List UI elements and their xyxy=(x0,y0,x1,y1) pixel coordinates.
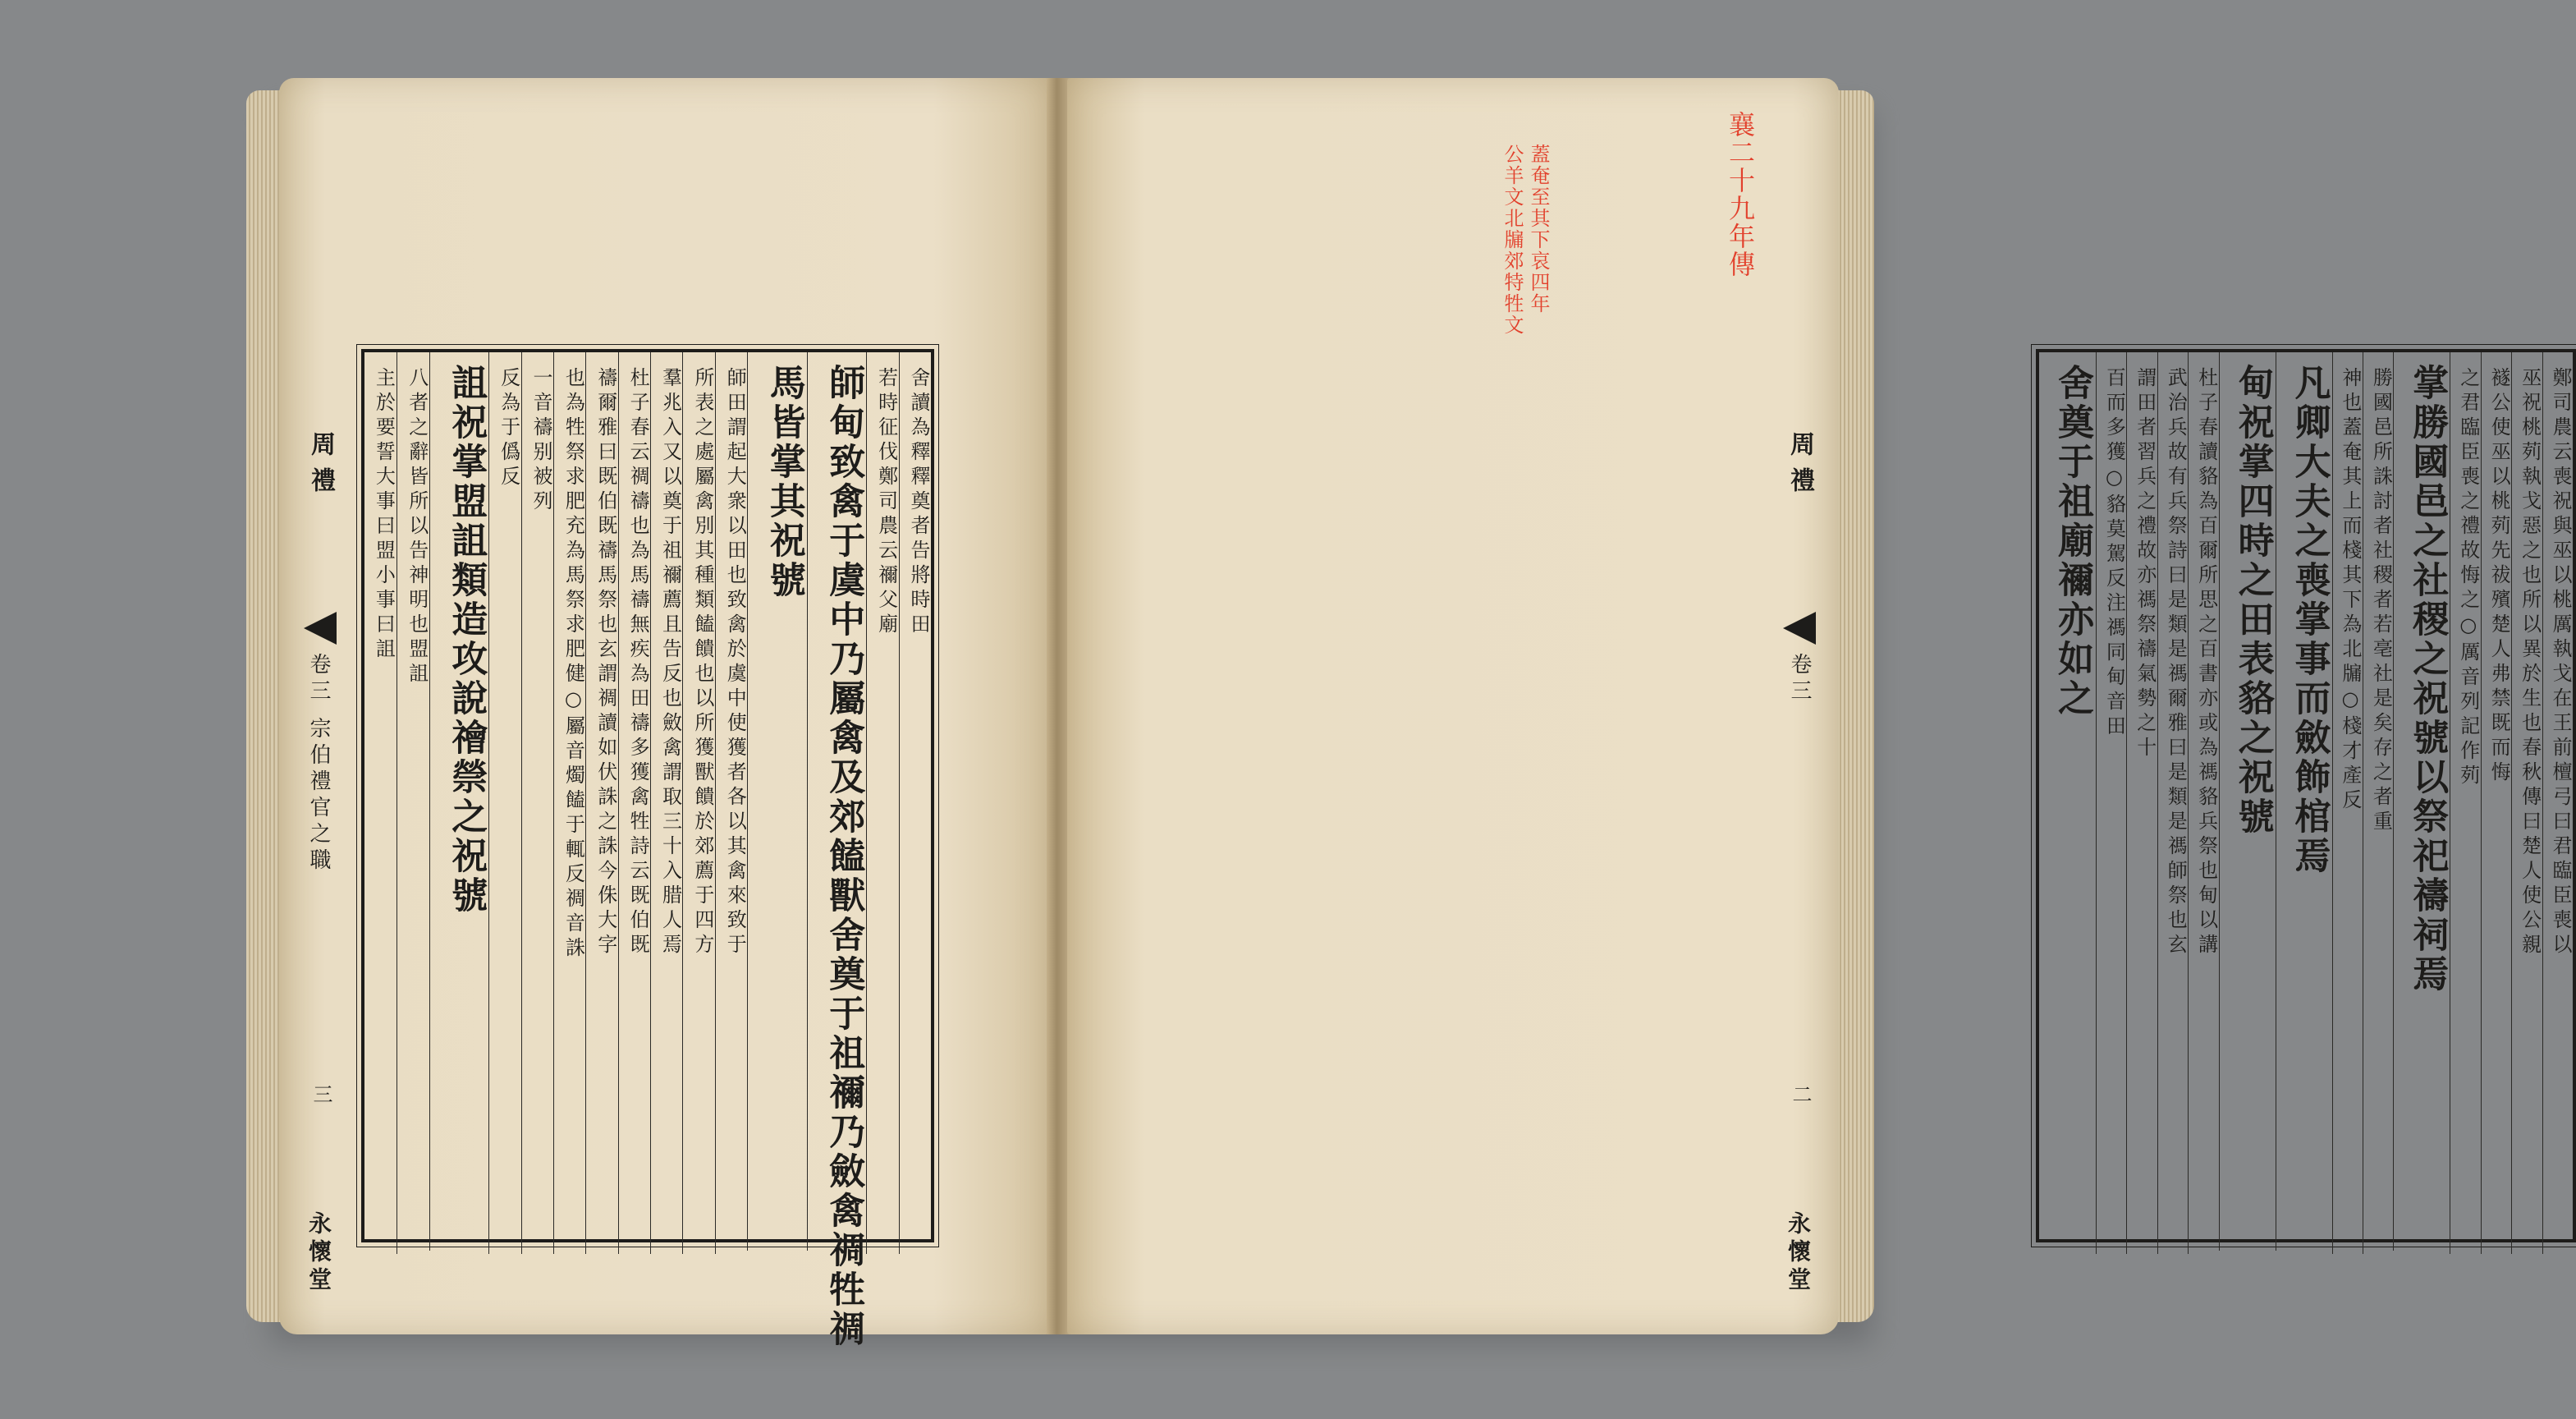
left-column-4: 馬皆掌其祝號 xyxy=(747,352,808,1251)
left-fishtail-mark xyxy=(304,612,337,645)
left-page-edges xyxy=(246,90,281,1322)
left-page xyxy=(279,78,1049,1349)
right-column-10: 杜子春讀貉為百爾所思之百書亦或為禡貉兵祭也甸以講 xyxy=(2188,352,2219,1254)
right-text-frame xyxy=(2036,349,2576,1242)
left-column-11: 一音禱别被列 xyxy=(521,352,554,1254)
left-column-12: 反為于僞反 xyxy=(488,352,521,1254)
right-column-2: 巫祝桃茢執戈惡之也所以異於生也春秋傳曰楚人使公親 xyxy=(2511,352,2542,1254)
right-page-edges xyxy=(1837,90,1874,1322)
red-annotation-note-2: 公羊文北牖郊特牲文 xyxy=(1501,144,1524,336)
left-publisher-mark: 永懷堂 xyxy=(305,1211,332,1295)
right-column-9: 甸祝掌四時之田表貉之祝號 xyxy=(2219,352,2276,1251)
right-margin-volume: 卷三 xyxy=(1787,653,1812,705)
right-column-11: 武治兵故有兵祭詩曰是類是禡爾雅曰是類是禡師祭也玄 xyxy=(2157,352,2189,1254)
right-page xyxy=(1067,78,2572,1334)
right-publisher-mark: 永懷堂 xyxy=(1785,1211,1812,1295)
right-margin-title: 周禮 xyxy=(1785,431,1814,503)
left-column-8: 杜子春云禂禱也為馬禱無疾為田禱多獲禽牲詩云既伯既 xyxy=(618,352,651,1254)
left-column-10: 也為牲祭求肥充為馬祭求肥健○屬音燭饁于輒反禂音誅 xyxy=(553,352,586,1254)
right-column-12: 謂田者習兵之禮故亦禡祭禱氣勢之十 xyxy=(2126,352,2157,1254)
left-margin-title: 周禮 xyxy=(306,431,335,503)
left-margin-volume: 卷三 宗伯禮官之職 xyxy=(306,653,331,875)
right-column-1: 鄭司農云喪祝與巫以桃厲執戈在王前檀弓曰君臨臣喪以 xyxy=(2542,352,2574,1254)
right-folio-number: 二 xyxy=(1789,1084,1812,1104)
red-annotation-year: 襄二十九年傳 xyxy=(1725,111,1756,278)
left-column-2: 若時征伐鄭司農云禰父廟 xyxy=(866,352,899,1254)
open-book xyxy=(246,78,2572,1349)
right-column-7: 神也蓋奄其上而棧其下為北牖○棧才產反 xyxy=(2332,352,2363,1254)
left-folio-number: 三 xyxy=(309,1084,332,1104)
right-column-14: 舍奠于祖廟禰亦如之 xyxy=(2051,364,2093,719)
right-column-5: 掌勝國邑之社稷之祝號以祭祀禱祠焉 xyxy=(2393,352,2450,1251)
left-column-5: 師田謂起大衆以田也致禽於虞中使獲者各以其禽來致于 xyxy=(715,352,748,1254)
right-column-8: 凡卿大夫之喪掌事而斂飾棺焉 xyxy=(2276,352,2333,1251)
left-column-14: 八者之辭皆所以告神明也盟詛 xyxy=(396,352,429,1254)
right-column-3: 襚公使巫以桃茢先祓殯楚人弗禁既而悔 xyxy=(2481,352,2512,1254)
left-column-15: 主於要誓大事曰盟小事曰詛 xyxy=(372,367,396,663)
left-column-7: 羣兆入又以奠于祖禰薦且告反也斂禽謂取三十入腊人焉 xyxy=(650,352,683,1254)
left-text-frame xyxy=(361,349,934,1349)
right-column-13: 百而多獲○貉莫駕反注禡同甸音田 xyxy=(2096,352,2127,1254)
left-column-1: 舍讀為釋釋奠者告將時田 xyxy=(899,352,932,1254)
left-column-6: 所表之處屬禽別其種類饁饋也以所獲獸饋於郊薦于四方 xyxy=(682,352,715,1254)
red-annotation-note-1: 蓋奄至其下哀四年 xyxy=(1527,144,1550,315)
right-column-6: 勝國邑所誅討者社稷者若亳社是矣存之者重 xyxy=(2363,352,2394,1254)
left-column-3: 師甸致禽于虞中乃屬禽及郊饁獸舍奠于祖禰乃斂禽禂牲禂 xyxy=(807,352,868,1251)
right-fishtail-mark xyxy=(1783,612,1816,645)
right-column-4: 之君臨臣喪之禮故悔之○厲音列記作茢 xyxy=(2450,352,2481,1254)
left-column-9: 禱爾雅曰既伯既禱馬祭也玄謂禂讀如伏誅之誅今侏大字 xyxy=(585,352,618,1254)
book-gutter xyxy=(1047,78,1070,1334)
left-column-13: 詛祝掌盟詛類造攻說禬禜之祝號 xyxy=(429,352,490,1251)
